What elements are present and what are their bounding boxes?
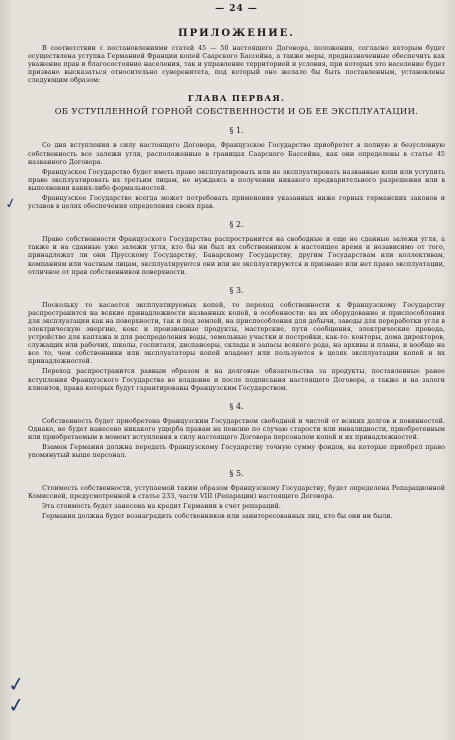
- section-label: § 2.: [229, 220, 244, 230]
- section-paragraph: Германия должна будет вознаградить собственников или заинтересованных лиц, кто бы они ни были.: [42, 513, 393, 521]
- section-label: § 5.: [229, 469, 244, 479]
- section-paragraph: Взамен Германия должна передать Французскому Государству точную сумму фондов, на которые приобрел право упомянутый выше персонал.: [28, 444, 445, 460]
- pencil-check-mark-icon: ✓: [6, 691, 27, 719]
- intro-paragraph: В соответствии с постановлениями статей 45 — 50 настоящего Договора, положения, согласно которым будет осуществлена уступка Германией Франции копей Саарского Бассейна, а также меры, предназначенные обеспечить как уважение прав и благосостояние населения, так и управление территорией и условия, при которых это население будет призвано высказаться относительно суверенитета, под который оно желало бы быть поставленным, установлены следующим образом:: [28, 45, 445, 85]
- section-paragraph: Право собственности Французского Государства распространится на свободные и еще не сданные залежи угля, а также и на сданные уже залежи угля, кто бы ни был их собственником в настоящее время и независимо от того, принадлежат ли они Прусскому Государству, Баварскому Государству, другим Государствам или коллективам, компаниям или частным лицам, эксплуатируются они или не эксплуатируются и признано или нет право эксплуатации, отличное от прав собственников поверхности.: [28, 236, 445, 276]
- section-paragraph: Переход распространится равным образом и на долговые обязательства за продукты, поставленные ранее вступления Французского Государства во владение и после подписания настоящего Договора, а также и на залоги клиентов, права которых будут гарантированы Французским Государством.: [28, 368, 445, 392]
- section-label: § 1.: [229, 126, 244, 136]
- section-1: [28, 126, 445, 211]
- page-number: — 24 —: [215, 4, 258, 14]
- pencil-check-mark-icon: ✓: [6, 670, 27, 698]
- section-2: [28, 220, 445, 276]
- section-paragraph: Со дня вступления в силу настоящего Договора, Французское Государство приобретет в полную и безусловную собственность все залежи угля, расположенные в границах Саарского Бассейна, как они определены в статье 45 названного Договора.: [28, 142, 445, 166]
- section-paragraph: Поскольку то касается эксплуатируемых копей, то переход собственности к Французскому Государству распространится на всякие принадлежности названных копей, в особенности: на их оборудование и приспособления для эксплуатации как на поверхности, так и под землей, на приспособления для добычи, заводы для переработки угля в электрическую энергию, кокс и производные продукты, мастерские, пути сообщения, электрические провода, устройство для каптажа и для распределения воды, земельные участки и постройки, как-то: конторы, дома директоров, служащих или рабочих, школы, госпиталя, диспансеры, склады и запасы всякого рода, на архивы и планы, и вообще на все то, чем собственники или эксплуататоры копей владеют или пользуются в целях эксплуатации копей и их принадлежностей.: [28, 301, 445, 366]
- chapter-title: ГЛАВА ПЕРВАЯ.: [187, 93, 286, 104]
- section-paragraph: Собственность будет приобретена Французским Государством свободной и чистой от всяких долгов и повинностей. Однако, не будет нанесено никакого ущерба правам на пенсию по случаю старости или инвалидности, приобретенным или приобретаемым в момент вступления в силу настоящего Договора персоналом копей и их принадлежностей.: [28, 417, 445, 441]
- section-3: [28, 286, 445, 393]
- pencil-check-mark-icon: ✓: [3, 194, 19, 214]
- section-4: [28, 402, 445, 460]
- section-paragraph: Французское Государство будет иметь право эксплуатировать или не эксплуатировать названные копи или уступить право эксплуатировать их третьим лицам, не нуждаясь в получении никакого предварительного разрешения или в выполнении каких-либо формальностей.: [28, 168, 445, 192]
- section-label: § 4.: [229, 401, 244, 411]
- section-paragraph: Стоимость собственности, уступаемой таким образом Французскому Государству, будет определена Репарационной Комиссией, предусмотренной в статье 233, части VIII (Репарации) настоящего Договора.: [28, 485, 445, 501]
- chapter-subtitle: ОБ УСТУПЛЕННОЙ ГОРНОЙ СОБСТВЕННОСТИ И ОБ ЕЕ ЭКСПЛУАТАЦИИ.: [54, 106, 419, 117]
- section-paragraph: Французское Государство всегда может потребовать применения указанных ниже горных германских законов и уставов в целях обеспечения определения своих прав.: [28, 195, 445, 211]
- section-label: § 3.: [229, 285, 244, 295]
- document-title: ПРИЛОЖЕНИЕ.: [178, 28, 295, 39]
- section-5: [28, 469, 445, 521]
- section-paragraph: Эта стоимость будет занесена на кредит Германии в счет репараций.: [42, 503, 281, 511]
